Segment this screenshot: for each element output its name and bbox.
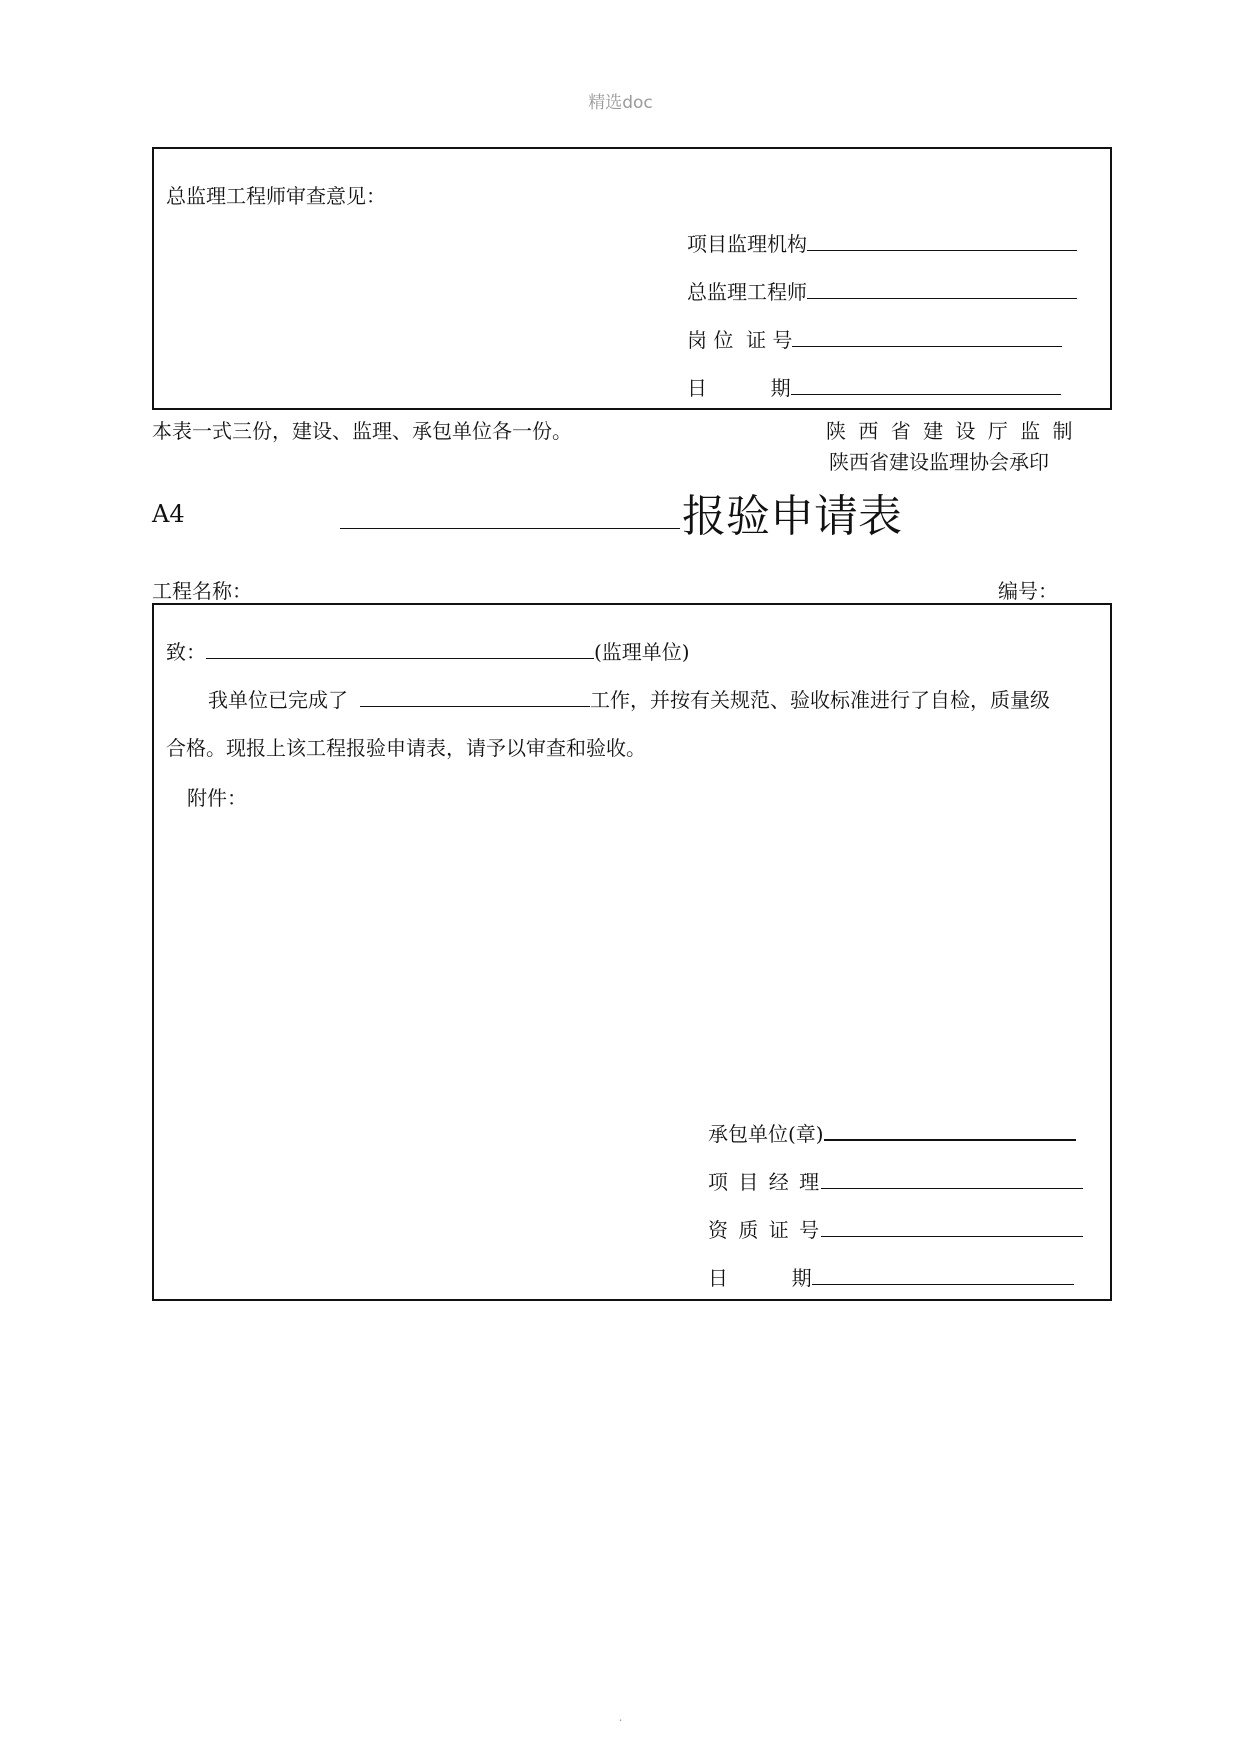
form-sig-manager	[708, 1166, 1083, 1195]
review-sig-label: 日 期	[687, 376, 791, 400]
header-watermark: 精选doc	[588, 93, 653, 113]
supervisor-unit-field[interactable]	[206, 640, 594, 659]
form-sig-label: 承包单位(章)	[708, 1122, 824, 1146]
review-sig-label: 项目监理机构	[687, 232, 807, 256]
review-sig-org	[687, 228, 1077, 257]
to-label: 致：	[166, 640, 206, 664]
printer-note: 陕西省建设监理协会承印	[829, 450, 1049, 474]
signature-line[interactable]	[792, 328, 1062, 347]
signature-line[interactable]	[812, 1266, 1074, 1285]
copies-note: 本表一式三份，建设、监理、承包单位各一份。	[152, 419, 572, 443]
body-line-1	[208, 684, 1050, 713]
review-sig-engineer	[687, 276, 1077, 305]
title-blank-line[interactable]	[340, 528, 680, 529]
body-line-2: 合格。现报上该工程报验申请表，请予以审查和验收。	[166, 736, 646, 760]
form-sig-cert	[708, 1214, 1083, 1243]
signature-line[interactable]	[824, 1121, 1076, 1141]
signature-line[interactable]	[791, 376, 1061, 395]
signature-line[interactable]	[807, 232, 1077, 251]
number-label: 编号：	[998, 579, 1058, 603]
form-sig-label: 项 目 经 理	[708, 1170, 822, 1194]
form-sig-contractor	[708, 1118, 1076, 1147]
review-sig-label: 总监理工程师	[687, 280, 807, 304]
issuer-note: 陕 西 省 建 设 厅 监 制	[826, 419, 1073, 443]
review-sig-date	[687, 372, 1061, 401]
review-sig-label: 岗 位 证 号	[687, 328, 793, 352]
attachment-label: 附件：	[187, 786, 247, 810]
form-sig-date	[708, 1262, 1074, 1291]
project-name-label: 工程名称：	[152, 579, 252, 603]
review-sig-cert	[687, 324, 1062, 353]
review-heading: 总监理工程师审查意见：	[166, 184, 386, 208]
body-prefix: 我单位已完成了	[208, 688, 348, 712]
signature-line[interactable]	[807, 280, 1077, 299]
signature-line[interactable]	[821, 1170, 1083, 1189]
work-item-field[interactable]	[360, 688, 590, 707]
body-suffix: 工作，并按有关规范、验收标准进行了自检，质量级	[590, 688, 1050, 712]
form-sig-label: 资 质 证 号	[708, 1218, 822, 1242]
to-row	[166, 636, 690, 665]
footer-mark: .	[618, 1710, 623, 1724]
form-sig-label: 日 期	[708, 1266, 812, 1290]
form-title: 报验申请表	[682, 491, 902, 542]
signature-line[interactable]	[821, 1218, 1083, 1237]
form-code: A4	[152, 500, 185, 528]
to-suffix: (监理单位)	[594, 640, 690, 664]
